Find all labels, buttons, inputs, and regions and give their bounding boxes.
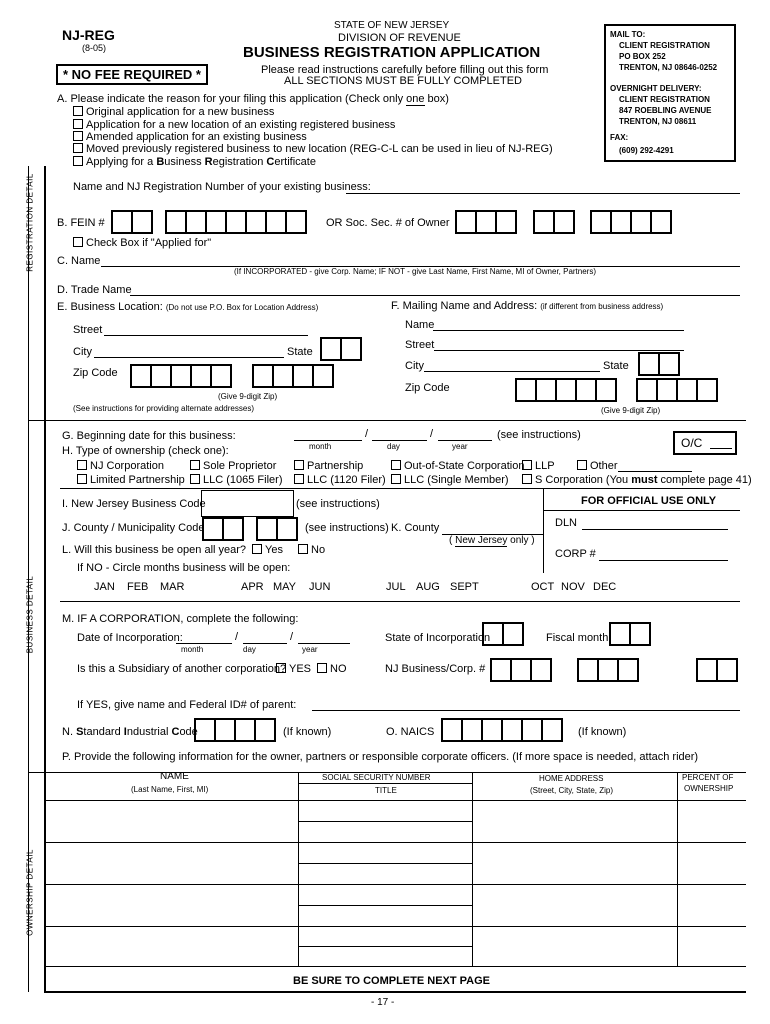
section-divider-1 xyxy=(28,420,746,421)
county-code-see: (see instructions) xyxy=(305,522,389,534)
side-label-ownership: OWNERSHIP DETAIL xyxy=(25,849,35,936)
checkbox[interactable] xyxy=(73,131,83,141)
beginning-date-label: G. Beginning date for this business: xyxy=(62,430,236,442)
form-id: NJ-REG xyxy=(62,27,115,43)
ownership-type-label: H. Type of ownership (check one): xyxy=(62,445,229,457)
l-divider xyxy=(60,601,740,602)
checkbox[interactable] xyxy=(73,237,83,247)
parent-label: If YES, give name and Federal ID# of parent: xyxy=(77,699,297,711)
month-jun[interactable]: JUN xyxy=(309,581,331,593)
ssn-boxes-2[interactable] xyxy=(533,210,575,234)
type-ltd-partnership[interactable]: Limited Partnership xyxy=(77,474,185,486)
row-1-mid xyxy=(298,821,472,822)
checkbox[interactable] xyxy=(522,460,532,470)
fiscal-month-boxes[interactable] xyxy=(609,622,651,646)
state-name: STATE OF NEW JERSEY xyxy=(334,20,450,31)
f-zip-label: Zip Code xyxy=(405,382,450,394)
checkbox[interactable] xyxy=(252,544,262,554)
f-state-boxes[interactable] xyxy=(638,352,680,376)
checkbox[interactable] xyxy=(391,460,401,470)
open-all-year-yes[interactable]: Yes xyxy=(252,544,283,556)
nj-business-corp-label: NJ Business/Corp. # xyxy=(385,663,486,675)
doi-day-input[interactable] xyxy=(243,642,287,644)
existing-business-label: Name and NJ Registration Number of your existing business: xyxy=(73,181,371,193)
type-other[interactable]: Other xyxy=(577,460,618,472)
month-aug[interactable]: AUG xyxy=(416,581,440,593)
row-4-mid xyxy=(298,946,472,947)
table-row xyxy=(44,966,746,967)
f-zip-boxes-1[interactable] xyxy=(515,378,617,402)
nj-corp-boxes-2[interactable] xyxy=(577,658,639,682)
checkbox[interactable] xyxy=(190,474,200,484)
begin-day-input[interactable] xyxy=(372,439,427,441)
table-col-line-2 xyxy=(472,772,473,967)
ssn-label: OR Soc. Sec. # of Owner xyxy=(326,217,450,229)
page-title: BUSINESS REGISTRATION APPLICATION xyxy=(243,44,541,61)
nj-only-note: ( New Jersey only ) xyxy=(449,535,535,546)
owner-name-cell[interactable] xyxy=(46,843,297,883)
begin-year-caption: year xyxy=(452,442,468,451)
e-zip-note: (Give 9-digit Zip) xyxy=(218,392,278,401)
fein-main-boxes[interactable] xyxy=(165,210,307,234)
applied-for-checkbox[interactable]: Check Box if "Applied for" xyxy=(73,237,211,249)
f-zip-note: (Give 9-digit Zip) xyxy=(601,406,661,415)
checkbox[interactable] xyxy=(77,460,87,470)
next-page-notice: BE SURE TO COMPLETE NEXT PAGE xyxy=(293,975,491,987)
trade-name-input[interactable] xyxy=(130,294,740,296)
month-may[interactable]: MAY xyxy=(273,581,297,593)
month-mar[interactable]: MAR xyxy=(160,581,185,593)
month-sept[interactable]: SEPT xyxy=(450,581,479,593)
division-name: DIVISION OF REVENUE xyxy=(338,32,461,44)
fiscal-month-label: Fiscal month xyxy=(546,632,609,644)
e-city-input[interactable] xyxy=(94,356,284,358)
col-name-sub: (Last Name, First, MI) xyxy=(131,785,209,794)
f-name-label: Name xyxy=(405,319,435,331)
e-state-label: State xyxy=(287,346,313,358)
official-divider xyxy=(543,510,740,511)
month-apr[interactable]: APR xyxy=(241,581,264,593)
page-number: - 17 - xyxy=(371,997,395,1008)
type-oos-corp[interactable]: Out-of-State Corporation xyxy=(391,460,524,472)
subsidiary-label: Is this a Subsidiary of another corporation? xyxy=(77,663,287,675)
begin-month-caption: month xyxy=(309,442,332,451)
table-col-line-3 xyxy=(677,772,678,967)
subsidiary-no[interactable]: NO xyxy=(317,663,347,675)
instruction-line-2: ALL SECTIONS MUST BE FULLY COMPLETED xyxy=(284,75,522,87)
dln-label: DLN xyxy=(555,517,578,529)
doi-year-input[interactable] xyxy=(298,642,350,644)
doi-month-input[interactable] xyxy=(176,642,232,644)
doi-day-caption: day xyxy=(243,645,256,654)
begin-see-instructions: (see instructions) xyxy=(497,429,581,441)
business-location-label: E. Business Location: (Do not use P.O. Box for Location Address) xyxy=(57,301,319,313)
col-pct-header-2: OWNERSHIP xyxy=(684,784,734,793)
doi-year-caption: year xyxy=(302,645,318,654)
ssn-boxes-3[interactable] xyxy=(590,210,672,234)
fein-prefix-boxes[interactable] xyxy=(111,210,153,234)
e-zip-boxes-2[interactable] xyxy=(252,364,334,388)
col-title-header: TITLE xyxy=(375,786,397,795)
month-jan[interactable]: JAN xyxy=(94,581,115,593)
naics-if-known: (If known) xyxy=(578,726,627,738)
checkbox[interactable] xyxy=(73,156,83,166)
county-code-label: J. County / Municipality Code xyxy=(62,522,205,534)
checkbox[interactable] xyxy=(77,474,87,484)
begin-year-input[interactable] xyxy=(438,439,492,441)
checkbox[interactable] xyxy=(298,544,308,554)
col-addr-sub: (Street, City, State, Zip) xyxy=(530,786,613,795)
f-state-label: State xyxy=(603,360,629,372)
col-addr-header: HOME ADDRESS xyxy=(539,774,604,783)
other-input[interactable] xyxy=(618,470,692,472)
checkbox[interactable] xyxy=(391,474,401,484)
h-divider xyxy=(60,488,740,489)
corporation-label: M. IF A CORPORATION, complete the following: xyxy=(62,613,299,625)
type-partnership[interactable]: Partnership xyxy=(294,460,363,472)
fein-label: B. FEIN # xyxy=(57,217,105,229)
fax-number: (609) 292-4291 xyxy=(619,146,674,155)
section-a-prompt: A. Please indicate the reason for your filing this application (Check only one box) xyxy=(57,93,449,105)
fax-label: FAX: xyxy=(610,133,629,142)
begin-day-caption: day xyxy=(387,442,400,451)
circle-months-label: If NO - Circle months business will be open: xyxy=(77,562,291,574)
f-city-label: City xyxy=(405,360,424,372)
ssn-boxes-1[interactable] xyxy=(455,210,517,234)
business-code-see: (see instructions) xyxy=(296,498,380,510)
slash: / xyxy=(430,428,434,440)
col-pct-header-1: PERCENT OF xyxy=(682,773,734,782)
mail-line-3: TRENTON, NJ 08646-0252 xyxy=(619,63,718,72)
state-of-inc-boxes[interactable] xyxy=(482,622,524,646)
slash: / xyxy=(290,631,294,643)
mail-line-2: PO BOX 252 xyxy=(619,52,666,61)
e-city-label: City xyxy=(73,346,92,358)
sic-if-known: (If known) xyxy=(283,726,332,738)
slash: / xyxy=(235,631,239,643)
side-label-registration: REGISTRATION DETAIL xyxy=(25,173,35,272)
checkbox[interactable] xyxy=(522,474,532,484)
e-zip-boxes-1[interactable] xyxy=(130,364,232,388)
type-s-corp[interactable]: S Corporation (You must complete page 41) xyxy=(522,474,752,486)
owners-label: P. Provide the following information for the owner, partners or responsible corporate officers. (If more space is needed, attach rider) xyxy=(62,751,699,763)
f-name-input[interactable] xyxy=(433,329,684,331)
checkbox[interactable] xyxy=(190,460,200,470)
oc-box[interactable]: O/C xyxy=(673,431,737,455)
mailing-label: F. Mailing Name and Address: (if different from business address) xyxy=(391,300,664,312)
table-col-line-1 xyxy=(298,772,299,967)
overnight-label: OVERNIGHT DELIVERY: xyxy=(610,84,702,93)
naics-boxes[interactable] xyxy=(441,718,563,742)
nj-corp-boxes-3[interactable] xyxy=(696,658,738,682)
checkbox[interactable] xyxy=(73,106,83,116)
month-jul[interactable]: JUL xyxy=(386,581,406,593)
checkbox[interactable] xyxy=(294,460,304,470)
open-all-year-no[interactable]: No xyxy=(298,544,325,556)
county-code-boxes-2[interactable] xyxy=(256,517,298,541)
state-of-inc-label: State of Incorporation xyxy=(385,632,491,644)
official-box-left xyxy=(543,489,544,573)
checkbox[interactable] xyxy=(73,143,83,153)
owner-name-cell[interactable] xyxy=(46,927,297,965)
col-ssn-header: SOCIAL SECURITY NUMBER xyxy=(322,773,431,782)
form-date: (8-05) xyxy=(82,43,107,53)
option-amended[interactable]: Amended application for an existing business xyxy=(73,131,307,143)
month-oct[interactable]: OCT xyxy=(531,581,555,593)
name-note: (If INCORPORATED - give Corp. Name; IF NOT - give Last Name, First Name, MI of Owner, Partners) xyxy=(234,267,597,276)
checkbox[interactable] xyxy=(294,474,304,484)
checkbox[interactable] xyxy=(276,663,286,673)
slash: / xyxy=(365,428,369,440)
instruction-line-1: Please read instructions carefully before filling out this form xyxy=(261,64,549,76)
open-all-year-label: L. Will this business be open all year? xyxy=(62,544,247,556)
name-label: C. Name xyxy=(57,255,101,267)
side-label-business: BUSINESS DETAIL xyxy=(25,575,35,654)
k-county-label: K. County xyxy=(391,522,440,534)
e-street-label: Street xyxy=(73,324,103,336)
col-name-header: NAME xyxy=(160,771,189,782)
row-2-mid xyxy=(298,863,472,864)
owner-name-cell[interactable] xyxy=(46,801,297,841)
month-feb[interactable]: FEB xyxy=(127,581,149,593)
county-code-boxes-1[interactable] xyxy=(202,517,244,541)
begin-month-input[interactable] xyxy=(294,439,362,441)
parent-input[interactable] xyxy=(312,709,740,711)
ssn-title-divider xyxy=(298,783,472,784)
business-code-input[interactable] xyxy=(201,490,294,517)
overnight-line-2: 847 ROEBLING AVENUE xyxy=(619,106,712,115)
month-nov[interactable]: NOV xyxy=(561,581,585,593)
e-state-boxes[interactable] xyxy=(320,337,362,361)
type-llc-1065[interactable]: LLC (1065 Filer) xyxy=(190,474,282,486)
no-fee-badge: * NO FEE REQUIRED * xyxy=(56,64,208,85)
row-3-mid xyxy=(298,905,472,906)
alt-address-note: (See instructions for providing alternate addresses) xyxy=(73,404,254,413)
type-llc-single[interactable]: LLC (Single Member) xyxy=(391,474,509,486)
subsidiary-yes[interactable]: YES xyxy=(276,663,311,675)
f-street-input[interactable] xyxy=(434,349,684,351)
doi-month-caption: month xyxy=(181,645,204,654)
doi-label: Date of Incorporation: xyxy=(77,632,183,644)
overnight-line-3: TRENTON, NJ 08611 xyxy=(619,117,697,126)
mail-line-1: CLIENT REGISTRATION xyxy=(619,41,710,50)
month-dec[interactable]: DEC xyxy=(593,581,617,593)
option-original[interactable]: Original application for a new business xyxy=(73,106,274,118)
checkbox[interactable] xyxy=(577,460,587,470)
dln-input[interactable] xyxy=(582,528,728,530)
mail-to-box xyxy=(604,24,736,162)
option-moved[interactable]: Moved previously registered business to new location (REG-C-L can be used in lieu of NJ-REG) xyxy=(73,143,553,155)
sic-label: N. Standard Industrial Code xyxy=(62,726,198,738)
official-use-title: FOR OFFICIAL USE ONLY xyxy=(581,495,717,507)
mail-to-label: MAIL TO: xyxy=(610,30,646,39)
e-zip-label: Zip Code xyxy=(73,367,118,379)
type-llp[interactable]: LLP xyxy=(522,460,555,472)
overnight-line-1: CLIENT REGISTRATION xyxy=(619,95,710,104)
owner-name-cell[interactable] xyxy=(46,885,297,925)
checkbox[interactable] xyxy=(73,119,83,129)
oc-input[interactable] xyxy=(710,447,732,449)
corp-number-input[interactable] xyxy=(599,559,728,561)
sic-boxes[interactable] xyxy=(194,718,276,742)
option-new-location[interactable]: Application for a new location of an existing registered business xyxy=(73,119,395,131)
existing-business-input[interactable] xyxy=(346,192,740,194)
e-street-input[interactable] xyxy=(104,334,308,336)
checkbox[interactable] xyxy=(317,663,327,673)
type-sole-prop[interactable]: Sole Proprietor xyxy=(190,460,276,472)
trade-name-label: D. Trade Name xyxy=(57,284,132,296)
business-code-label: I. New Jersey Business Code xyxy=(62,498,206,510)
corp-number-label: CORP # xyxy=(555,548,596,560)
f-city-input[interactable] xyxy=(424,370,600,372)
type-llc-1120[interactable]: LLC (1120 Filer) xyxy=(294,474,386,486)
type-nj-corp[interactable]: NJ Corporation xyxy=(77,460,164,472)
nj-corp-boxes-1[interactable] xyxy=(490,658,552,682)
f-street-label: Street xyxy=(405,339,435,351)
table-bottom xyxy=(44,991,746,993)
f-zip-boxes-2[interactable] xyxy=(636,378,718,402)
naics-label: O. NAICS xyxy=(386,726,435,738)
option-brc[interactable]: Applying for a Business Registration Certificate xyxy=(73,156,316,168)
